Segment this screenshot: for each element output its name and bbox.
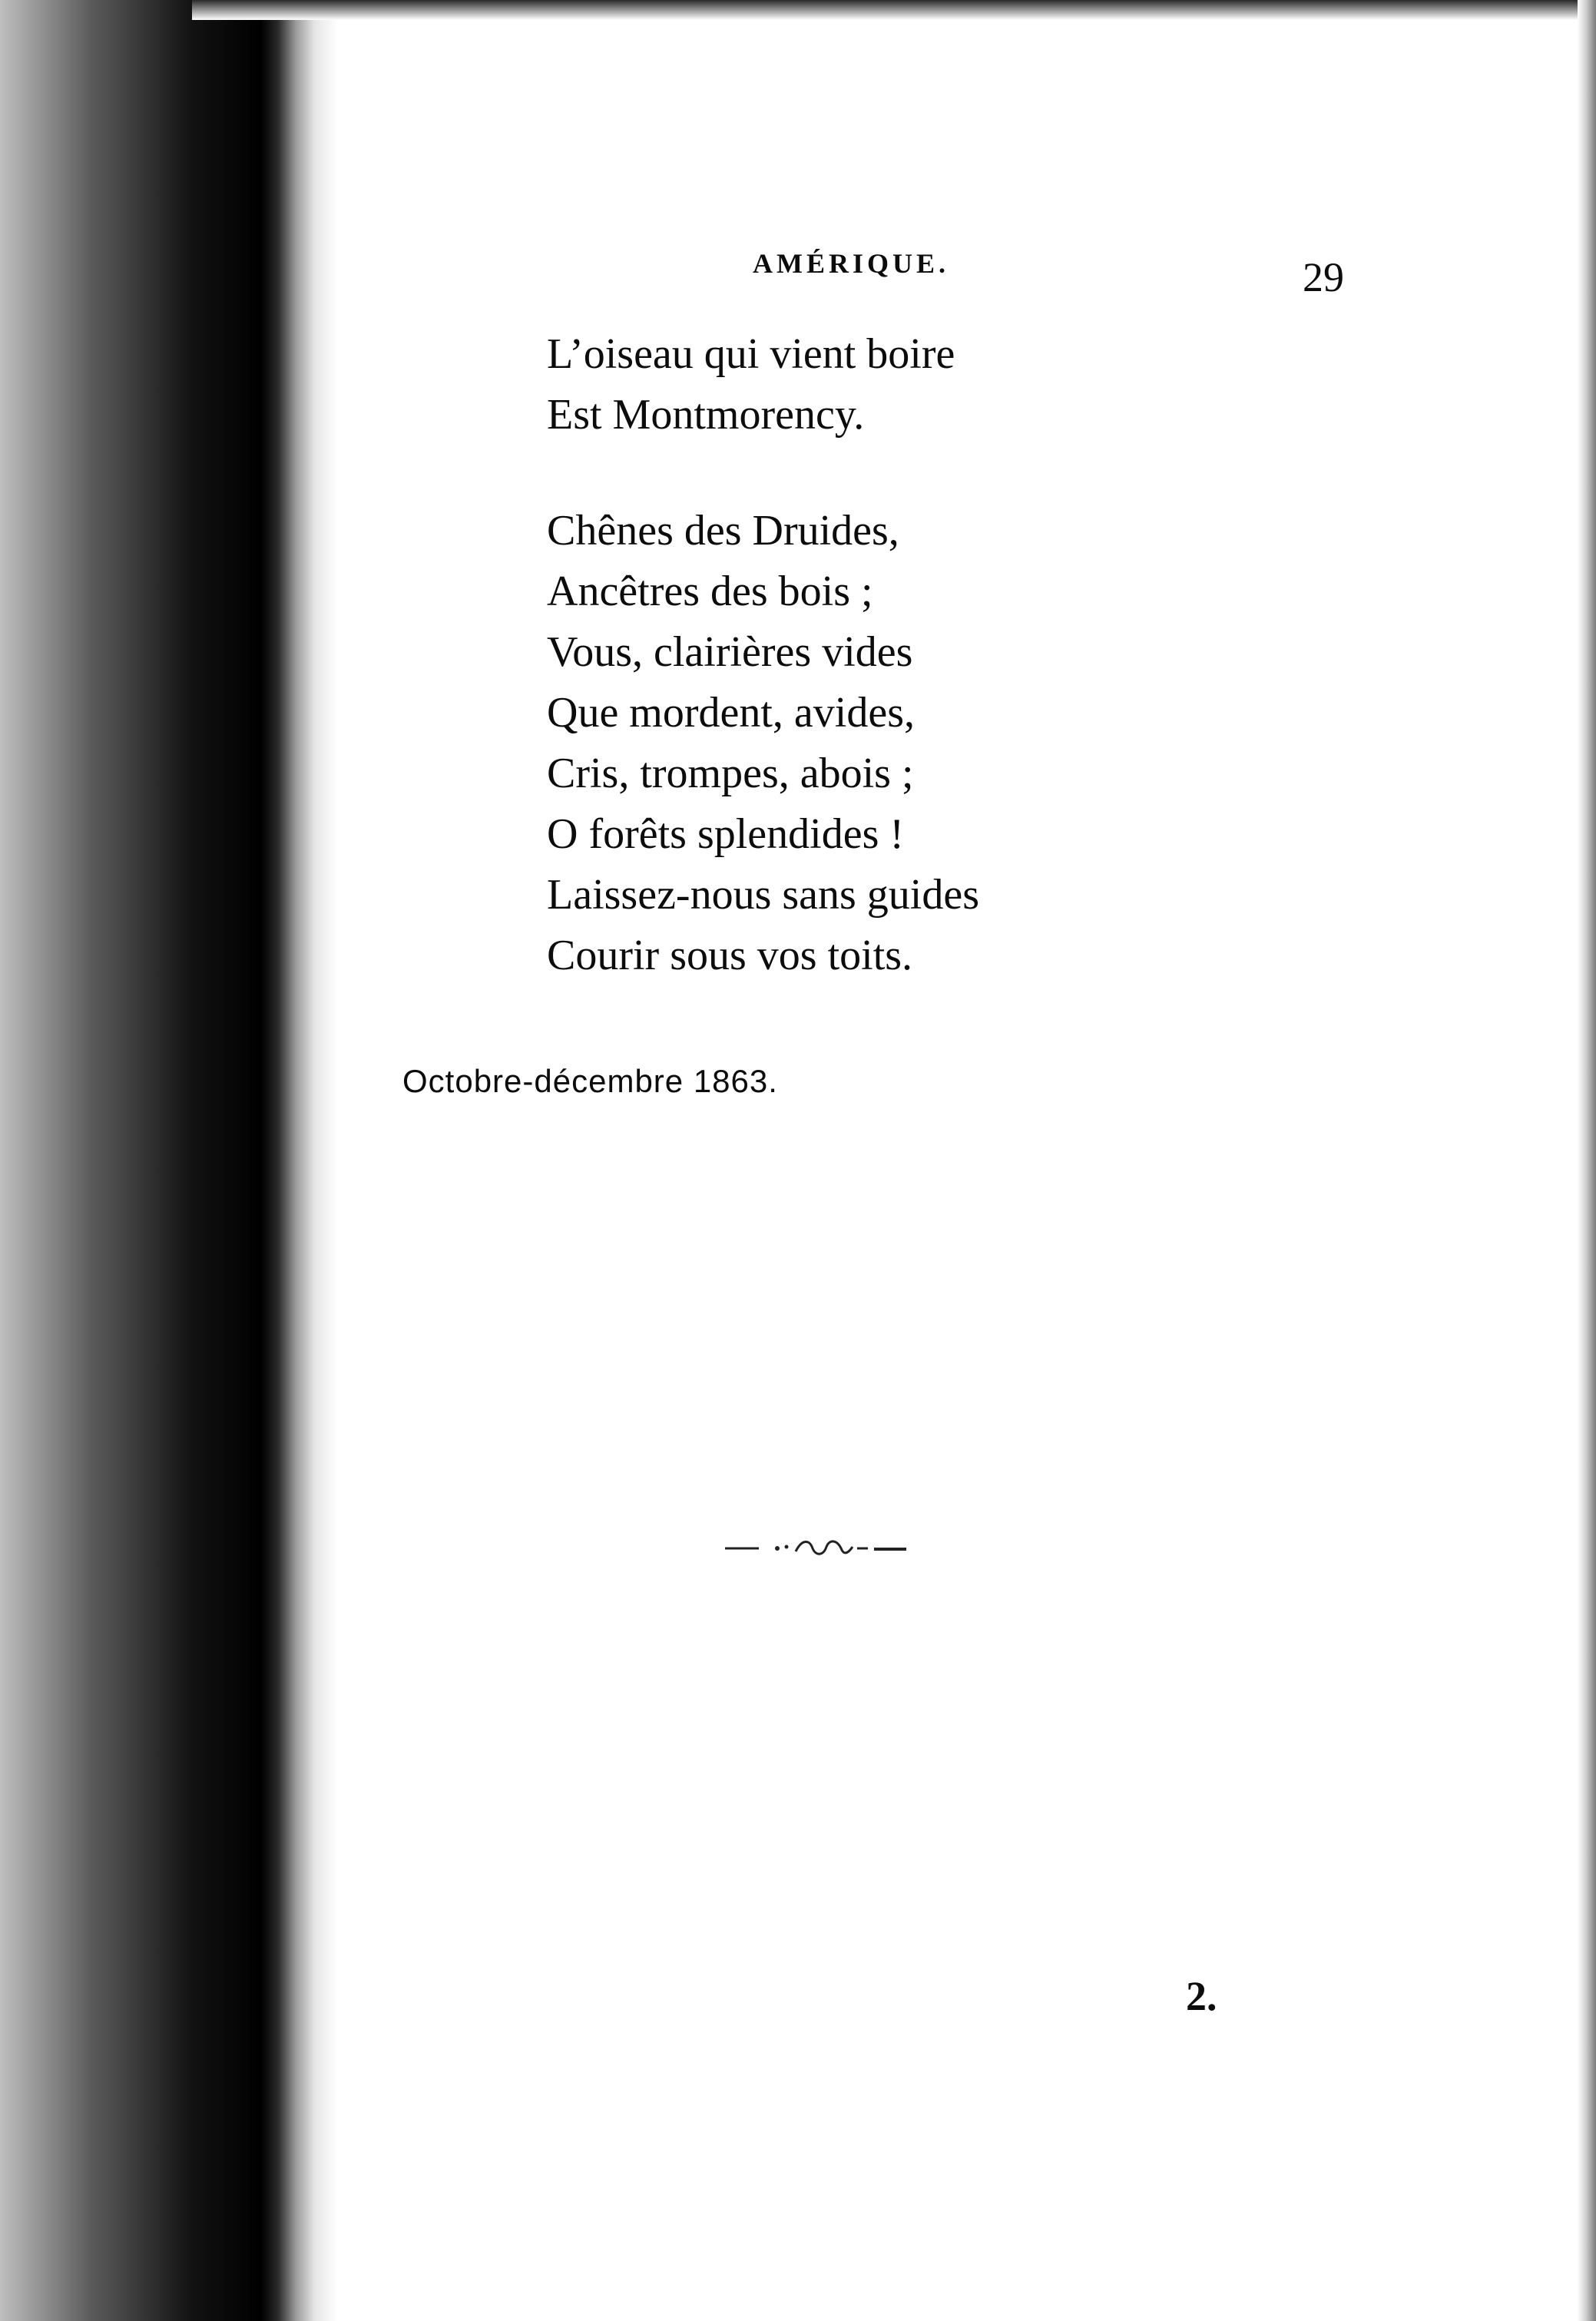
page-top-edge [192, 0, 1596, 20]
running-head: AMÉRIQUE. [753, 248, 950, 279]
fleuron-ornament-icon [725, 1536, 906, 1559]
verse-line: O forêts splendides ! [547, 810, 905, 858]
verse-line: Courir sous vos toits. [547, 932, 913, 979]
poem-stanza-2 [547, 501, 979, 986]
verse-line: Vous, clairières vides [547, 628, 913, 676]
signature-mark: 2. [1186, 1973, 1217, 2019]
verse-line: Ancêtres des bois ; [547, 568, 873, 615]
verse-line: L’oiseau qui vient boire [547, 330, 955, 378]
verse-line: Laissez-nous sans guides [547, 871, 980, 919]
page-gutter-shadow [0, 0, 338, 2321]
verse-line: Que mordent, avides, [547, 689, 915, 737]
page-right-edge [1578, 0, 1596, 2321]
page-number: 29 [1303, 254, 1344, 300]
poem-date: Octobre-décembre 1863. [402, 1063, 778, 1099]
verse-line: Chênes des Druides, [547, 507, 899, 555]
poem-stanza-1 [547, 324, 955, 445]
verse-line: Cris, trompes, abois ; [547, 750, 914, 797]
verse-line: Est Montmorency. [547, 391, 865, 439]
